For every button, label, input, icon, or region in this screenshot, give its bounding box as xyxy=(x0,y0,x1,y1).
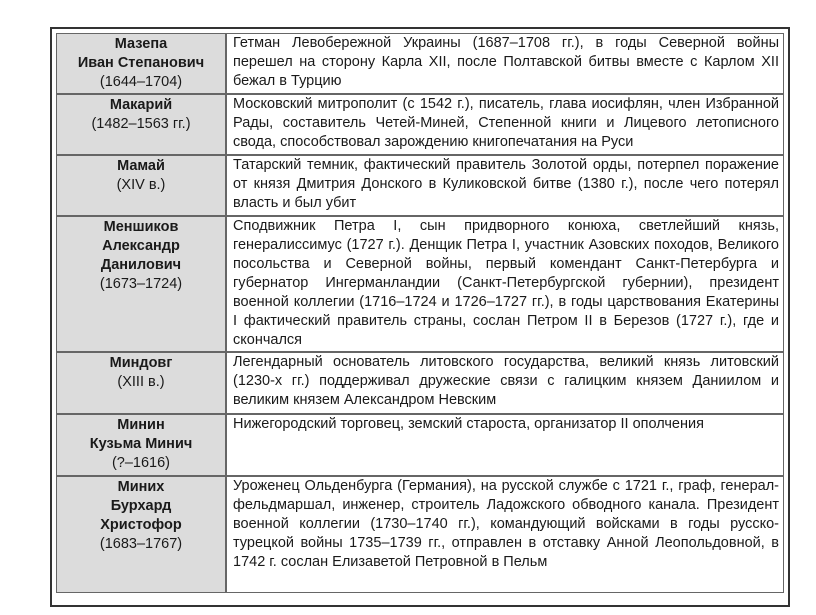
table-row xyxy=(56,352,784,414)
person-cell xyxy=(56,476,226,593)
person-description: Нижегородский торговец, земский староста, организатор II ополчения xyxy=(226,414,784,476)
person-name: Меншиков Александр Данилович xyxy=(100,219,182,273)
table-row xyxy=(56,476,784,593)
person-description: Гетман Левобережной Украины (1687–1708 гг.), в годы Северной войны перешел на сторону Карла XII, после Полтавской битвы вместе с Карлом XII бежал в Турцию xyxy=(226,33,784,94)
person-cell xyxy=(56,33,226,94)
biography-table-frame xyxy=(50,27,790,607)
person-description: Легендарный основатель литовского государства, великий князь литовский (1230-х гг.) поддерживал дружеские связи с галицким князем Даниилом и великим князем Александром Невским xyxy=(226,352,784,414)
table-row xyxy=(56,94,784,155)
table-row xyxy=(56,216,784,352)
person-name: Мазепа Иван Степанович xyxy=(77,36,205,71)
table-row xyxy=(56,155,784,216)
person-name: Макарий xyxy=(109,97,173,113)
person-cell xyxy=(56,352,226,414)
person-cell xyxy=(56,414,226,476)
person-name: Минин Кузьма Минич xyxy=(89,417,193,452)
person-dates: (XIV в.) xyxy=(116,177,166,193)
person-name: Миних Бурхард Христофор xyxy=(100,479,182,533)
person-description: Московский митрополит (с 1542 г.), писатель, глава иосифлян, член Избранной Рады, составитель Четей-Миней, Степенной книги и Лицевого летописного свода, способствовал зарождению книгопечатания на Руси xyxy=(226,94,784,155)
person-name: Миндовг xyxy=(109,355,173,371)
person-name: Мамай xyxy=(117,158,165,174)
table-row xyxy=(56,33,784,94)
person-dates: (?–1616) xyxy=(111,455,171,471)
person-dates: (1644–1704) xyxy=(99,74,183,90)
person-description: Татарский темник, фактический правитель Золотой орды, потерпел поражение от князя Дмитрия Донского в Куликовской битве (1380 г.), после чего потерял власть и был убит xyxy=(226,155,784,216)
person-dates: (1683–1767) xyxy=(99,536,183,552)
person-dates: (1482–1563 гг.) xyxy=(91,116,191,132)
person-dates: (XIII в.) xyxy=(117,374,165,390)
person-description: Уроженец Ольденбурга (Германия), на русской службе с 1721 г., граф, генерал-фельдмаршал, инженер, строитель Ладожского обводного канала. Президент военной коллегии (1730–1740 гг.), командующий войсками в годы русско-турецкой войны 1735–1739 гг., отправлен в отставку Анной Леопольдовной, в 1742 г. сослан Елизаветой Петровной в Пельм xyxy=(226,476,784,593)
person-cell xyxy=(56,155,226,216)
person-dates: (1673–1724) xyxy=(99,276,183,292)
biography-table xyxy=(56,33,784,593)
person-cell xyxy=(56,216,226,352)
table-row xyxy=(56,414,784,476)
person-description: Сподвижник Петра I, сын придворного конюха, светлейший князь, генералиссимус (1727 г.). Денщик Петра I, участник Азовских походов, Великого посольства и Северной войны, первый комендант Санкт-Петербурга и губернатор Ингерманландии (Санкт-Петербургской губернии), президент военной коллегии (1716–1724 и 1726–1727 гг.), в годы царствования Екатерины I фактический правитель страны, сослан Петром II в Березов (1727 г.), где и скончался xyxy=(226,216,784,352)
person-cell xyxy=(56,94,226,155)
